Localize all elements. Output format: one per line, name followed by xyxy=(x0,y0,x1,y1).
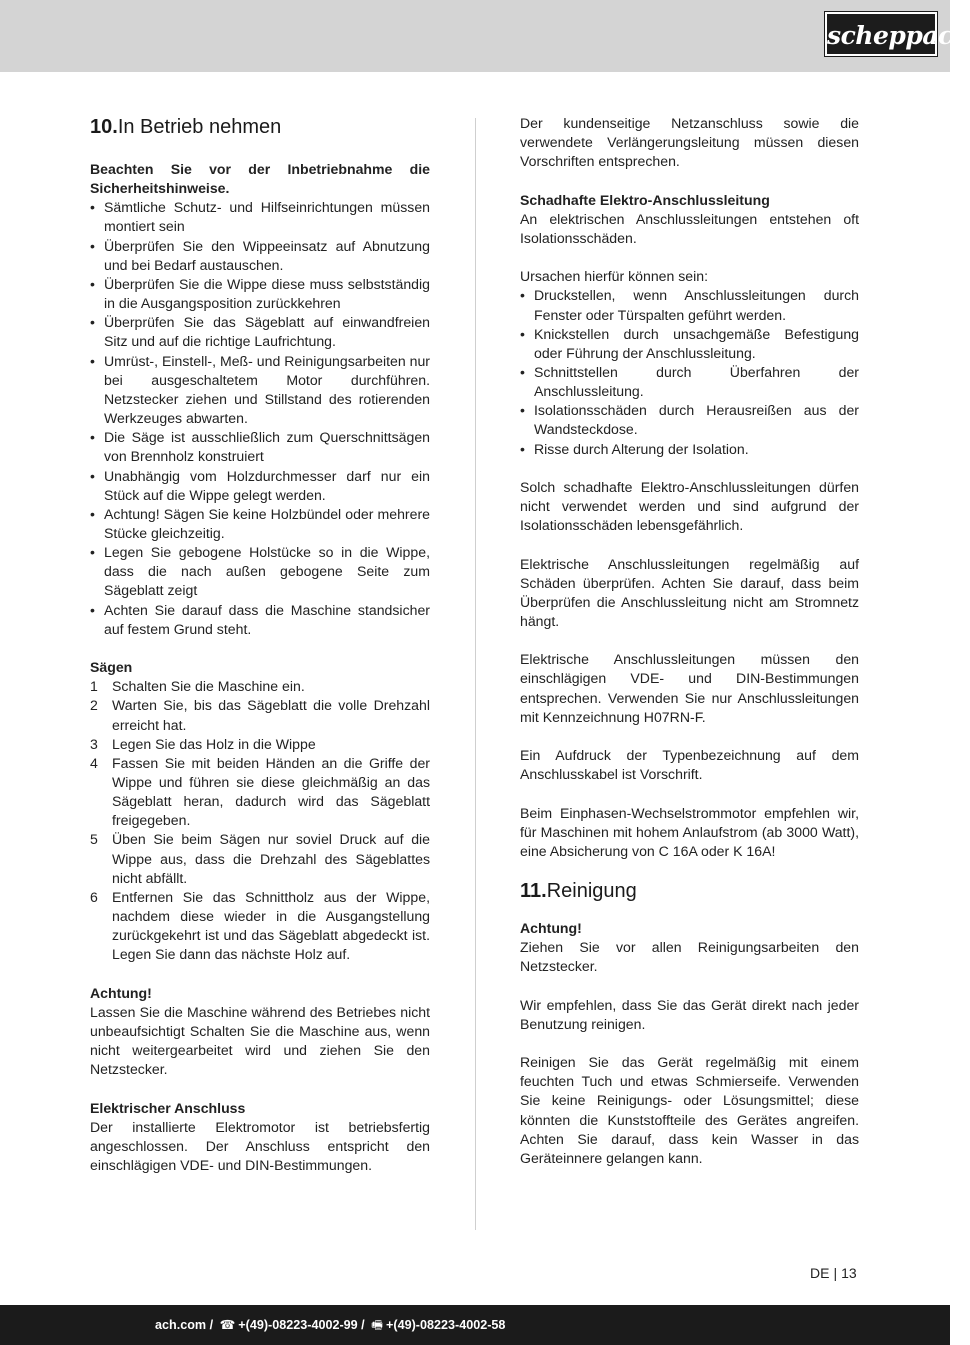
attention-heading: Achtung! xyxy=(90,984,152,1001)
electric-text: Der installierte Elektromotor ist betriebsfertig angeschlossen. Der Anschluss entspricht den einschlägigen VDE- und DIN-Bestimmungen. xyxy=(90,1118,430,1174)
step-text: Fassen Sie mit beiden Händen an die Griffe der Wippe und führen sie diese gleichmäßig an das Sägeblatt heran, dadurch wird das Sägeblatt freigegeben. xyxy=(112,754,430,829)
step-number: 2 xyxy=(90,697,98,714)
causes-list xyxy=(520,286,859,458)
left-column xyxy=(90,114,430,1175)
list-item: • Überprüfen Sie die Wippe diese muss selbstständig in die Ausgangsposition zurückkehren xyxy=(90,275,430,313)
paragraph: Reinigen Sie das Gerät regelmäßig mit einem feuchten Tuch und etwas Schmierseife. Verwenden Sie keine Reinigungs- oder Lösungsmittel; diese könnten die Kunststoffteile des Gerätes angreifen. Achten Sie darauf, dass kein Wasser in das Geräteinnere gelangen kann. xyxy=(520,1054,859,1166)
footer-fax: +(49)-08223-4002-58 xyxy=(386,1318,506,1332)
section-number: 10. xyxy=(90,116,118,138)
safety-heading: Beachten Sie vor der Inbetriebnahme die Sicherheitshinweise. xyxy=(90,161,430,197)
brand-logo: scheppach xyxy=(825,12,937,56)
footer-band xyxy=(0,1305,950,1345)
step-number: 5 xyxy=(90,831,98,848)
header-band xyxy=(0,0,970,72)
step-number: 6 xyxy=(90,888,98,905)
list-item xyxy=(90,888,430,965)
section-number: 11. xyxy=(520,879,547,902)
paragraph: Elektrische Anschlussleitungen regelmäßig auf Schäden überprüfen. Achten Sie darauf, dass beim Überprüfen die Anschlussleitung nicht am Stromnetz hängt. xyxy=(520,555,859,629)
safety-list xyxy=(90,198,430,639)
step-text: Üben Sie beim Sägen nur soviel Druck auf die Wippe aus, dass die Drehzahl des Sägeblattes nicht abfällt. xyxy=(112,831,430,886)
footer-contact xyxy=(155,1316,505,1337)
section-title-betrieb xyxy=(90,114,430,140)
list-item: • Unabhängig vom Holzdurchmesser darf nur ein Stück auf die Wippe gelegt werden. xyxy=(90,467,430,505)
page-separator: | xyxy=(833,1265,838,1281)
list-item xyxy=(90,830,430,887)
section-title-text: Reinigung xyxy=(546,879,637,902)
list-item: • Risse durch Alterung der Isolation. xyxy=(520,440,859,459)
page-number xyxy=(810,1265,857,1281)
step-text: Warten Sie, bis das Sägeblatt die volle Drehzahl erreicht hat. xyxy=(112,697,430,733)
electric-heading: Elektrischer Anschluss xyxy=(90,1099,246,1116)
list-item: • Achten Sie darauf dass die Maschine standsicher auf festem Grund steht. xyxy=(90,601,430,639)
list-item: • Umrüst-, Einstell-, Meß- und Reinigungsarbeiten nur bei ausgeschaltetem Motor durchführen. Netzstecker ziehen und Stillstand des rotierenden Werkzeuges abwarten. xyxy=(90,352,430,429)
phone-icon: ☎ xyxy=(219,1318,236,1332)
list-item xyxy=(90,754,430,831)
footer-email: ach.com / xyxy=(155,1318,214,1332)
section-title-text: In Betrieb nehmen xyxy=(117,116,282,138)
right-column xyxy=(520,114,859,1168)
list-item xyxy=(90,677,430,696)
list-item: • Schnittstellen durch Überfahren der Anschlussleitung. xyxy=(520,363,859,401)
paragraph: Ein Aufdruck der Typenbezeichnung auf dem Anschlusskabel ist Vorschrift. xyxy=(520,747,859,783)
page-num: 13 xyxy=(841,1265,857,1281)
list-item: • Achtung! Sägen Sie keine Holzbündel oder mehrere Stücke gleichzeitig. xyxy=(90,505,430,543)
saw-heading: Sägen xyxy=(90,659,133,676)
paragraph: Beim Einphasen-Wechselstrommotor empfehlen wir, für Maschinen mit hohem Anlaufstrom (ab 3000 Watt), eine Absicherung von C 16A oder K 16A! xyxy=(520,804,859,859)
defect-text: An elektrischen Anschlussleitungen entstehen oft Isolationsschäden. xyxy=(520,210,859,246)
list-item: • Die Säge ist ausschließlich zum Querschnittsägen von Brennholz konstruiert xyxy=(90,428,430,466)
list-item: • Knickstellen durch unsachgemäße Befestigung oder Führung der Anschlussleitung. xyxy=(520,325,859,363)
step-text: Legen Sie das Holz in die Wippe xyxy=(112,735,316,752)
paragraph: Wir empfehlen, dass Sie das Gerät direkt nach jeder Benutzung reinigen. xyxy=(520,996,859,1032)
list-item: • Überprüfen Sie den Wippeeinsatz auf Abnutzung und bei Bedarf austauschen. xyxy=(90,237,430,275)
clean-attention-heading: Achtung! xyxy=(520,919,582,936)
list-item: • Überprüfen Sie das Sägeblatt auf einwandfreien Sitz und auf die richtige Laufrichtung. xyxy=(90,313,430,351)
clean-attention-text: Ziehen Sie vor allen Reinigungsarbeiten den Netzstecker. xyxy=(520,939,859,975)
paragraph: Solch schadhafte Elektro-Anschlussleitungen dürfen nicht verwendet werden und sind aufgrund der Isolationsschäden lebensgefährlich. xyxy=(520,478,859,534)
list-item: • Sämtliche Schutz- und Hilfseinrichtungen müssen montiert sein xyxy=(90,198,430,236)
list-item: • Legen Sie gebogene Holstücke so in die Wippe, dass die nach außen gebogene Seite zum Sägeblatt zeigt xyxy=(90,543,430,600)
step-number: 3 xyxy=(90,735,98,752)
defect-heading: Schadhafte Elektro-Anschlussleitung xyxy=(520,191,770,208)
list-item xyxy=(90,696,430,734)
page-lang: DE xyxy=(810,1265,830,1281)
footer-phone: +(49)-08223-4002-99 / xyxy=(238,1318,365,1332)
list-item xyxy=(90,735,430,754)
attention-text: Lassen Sie die Maschine während des Betriebes nicht unbeaufsichtigt Schalten Sie die Maschine aus, wenn nicht weitergearbeitet wird und ziehen Sie den Netzstecker. xyxy=(90,1003,430,1078)
step-text: Entfernen Sie das Schnittholz aus der Wippe, nachdem diese wieder in die Ausgangstellung zurückgekehrt ist und das Sägeblatt abgedeckt ist. Legen Sie dann das nächste Holz auf. xyxy=(112,888,430,963)
section-title-reinigung xyxy=(520,878,859,904)
intro-text: Der kundenseitige Netzanschluss sowie die verwendete Verlängerungsleitung müssen diesen Vorschriften entsprechen. xyxy=(520,115,859,170)
paragraph: Elektrische Anschlussleitungen müssen den einschlägigen VDE- und DIN-Bestimmungen entsprechen. Verwenden Sie nur Anschlussleitungen mit Kennzeichnung H07RN-F. xyxy=(520,651,859,725)
saw-steps xyxy=(90,677,430,964)
list-item: • Druckstellen, wenn Anschlussleitungen durch Fenster oder Türspalten geführt werden. xyxy=(520,286,859,324)
step-number: 4 xyxy=(90,754,98,771)
step-text: Schalten Sie die Maschine ein. xyxy=(112,678,305,695)
fax-icon: 🖷 xyxy=(371,1318,384,1332)
list-item: • Isolationsschäden durch Herausreißen aus der Wandsteckdose. xyxy=(520,401,859,439)
column-divider xyxy=(475,118,476,1230)
causes-intro: Ursachen hierfür können sein: xyxy=(520,268,709,285)
step-number: 1 xyxy=(90,678,98,695)
